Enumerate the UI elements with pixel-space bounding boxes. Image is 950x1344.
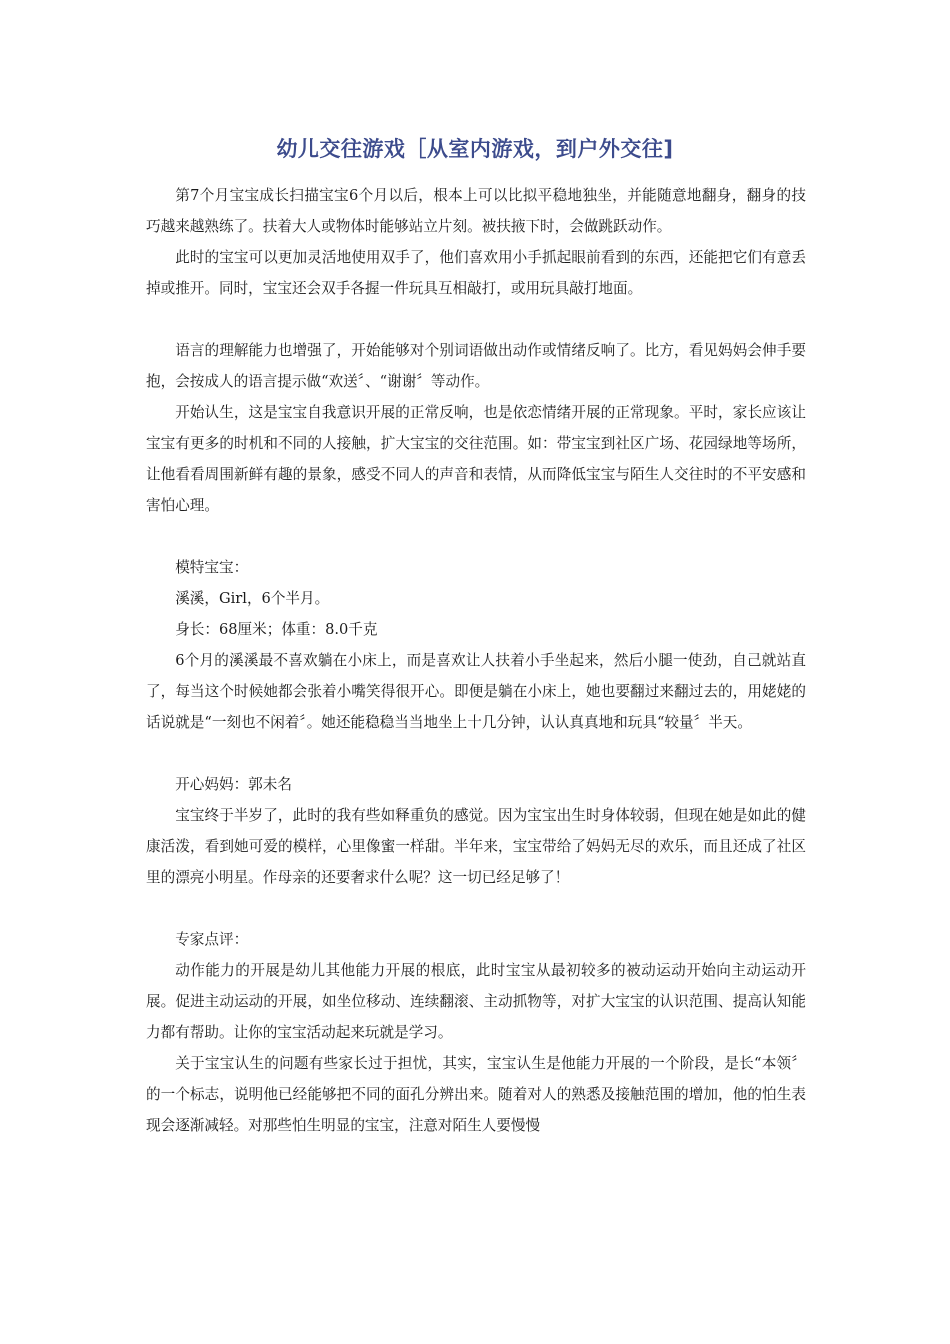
growth-scan-label: 第7个月宝宝成长扫描 — [175, 187, 320, 204]
model-heading: 模特宝宝： — [175, 559, 249, 576]
paragraph-stranger: 开始认生，这是宝宝自我意识开展的正常反响，也是依恋情绪开展的正常现象。平时，家长应该让宝宝有更多的时机和不同的人接触，扩大宝宝的交往范围。如：带宝宝到社区广场、花园绿地等场所，让他看看周围新鲜有趣的景象，感受不同人的声音和表情，从而降低宝宝与陌生人交往时的不平安感和害怕心理。 — [146, 404, 806, 514]
expert-paragraph-motor: 动作能力的开展是幼儿其他能力开展的根底，此时宝宝从最初较多的被动运动开始向主动运动开展。促进主动运动的开展，如坐位移动、连续翻滚、主动抓物等，对扩大宝宝的认识范围、提高认知能力都有帮助。让你的宝宝活动起来玩就是学习。 — [146, 962, 806, 1041]
model-name-line: 溪溪，Girl，6个半月。 — [175, 590, 330, 607]
expert-heading: 专家点评： — [175, 931, 249, 948]
paragraph-language: 语言的理解能力也增强了，开始能够对个别词语做出动作或情绪反响了。比方，看见妈妈会伸手要抱，会按成人的语言提示做“欢送〞、“谢谢〞等动作。 — [146, 342, 806, 390]
mom-heading: 开心妈妈：郭未名 — [175, 776, 292, 793]
intro-text: 宝宝6个月以后，根本上可以比拟平稳地独坐，并能随意地翻身，翻身的技巧越来越熟练了。扶着大人或物体时能够站立片刻。被扶掖下时，会做跳跃动作。 — [146, 187, 806, 235]
intro-paragraph — [146, 180, 806, 242]
paragraph-hands: 此时的宝宝可以更加灵活地使用双手了，他们喜欢用小手抓起眼前看到的东西，还能把它们有意丢掉或推开。同时，宝宝还会双手各握一件玩具互相敲打，或用玩具敲打地面。 — [146, 249, 806, 297]
model-stats-line: 身长：68厘米；体重：8.0千克 — [175, 621, 378, 638]
model-story: 6个月的溪溪最不喜欢躺在小床上，而是喜欢让人扶着小手坐起来，然后小腿一使劲，自己就站直了，每当这个时候她都会张着小嘴笑得很开心。即便是躺在小床上，她也要翻过来翻过去的，用姥姥的话说就是“一刻也不闲着〞。她还能稳稳当当地坐上十几分钟，认认真真地和玩具“较量〞半天。 — [146, 652, 806, 731]
mom-text: 宝宝终于半岁了，此时的我有些如释重负的感觉。因为宝宝出生时身体较弱，但现在她是如此的健康活泼，看到她可爱的模样，心里像蜜一样甜。半年来，宝宝带给了妈妈无尽的欢乐，而且还成了社区里的漂亮小明星。作母亲的还要奢求什么呢？这一切已经足够了！ — [146, 807, 806, 886]
document-title: 幼儿交往游戏［从室内游戏，到户外交往] — [276, 137, 674, 161]
document-body — [146, 180, 806, 1141]
expert-paragraph-stranger: 关于宝宝认生的问题有些家长过于担忧，其实，宝宝认生是他能力开展的一个阶段，是长“本领〞的一个标志，说明他已经能够把不同的面孔分辨出来。随着对人的熟悉及接触范围的增加，他的怕生表现会逐渐减轻。对那些怕生明显的宝宝，注意对陌生人要慢慢 — [146, 1055, 806, 1134]
